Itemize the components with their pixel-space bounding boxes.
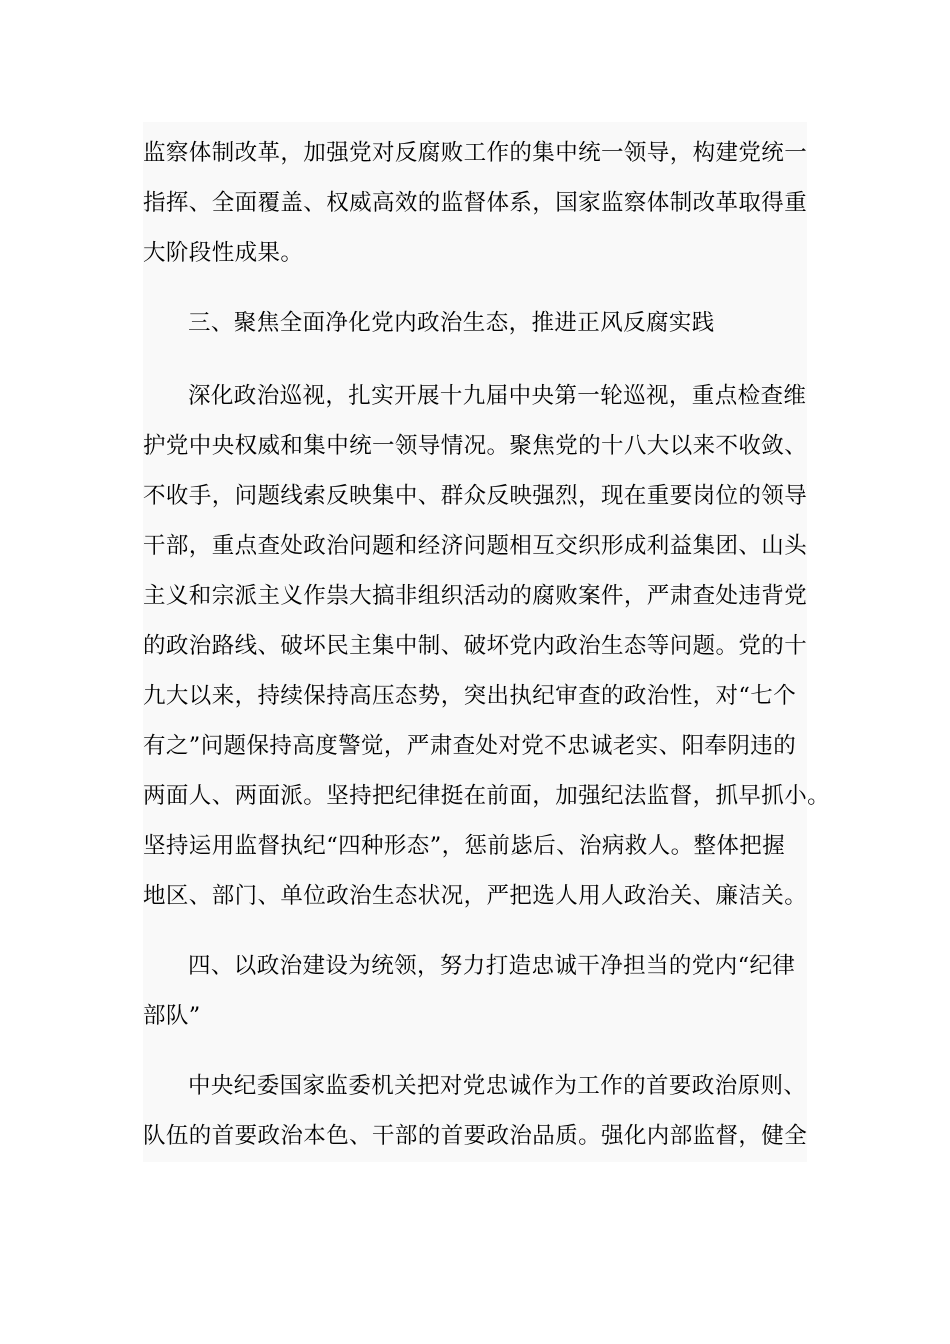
paragraph-line: 护党中央权威和集中统一领导情况。聚焦党的十八大以来不收敛、 [143,433,808,459]
paragraph-line: 九大以来，持续保持高压态势，突出执纪审查的政治性，对“七个 [143,683,797,709]
section-heading-4: 四、以政治建设为统领，努力打造忠诚干净担当的党内“纪律 [188,953,796,979]
section-heading-3: 三、聚焦全面净化党内政治生态，推进正风反腐实践 [188,310,715,336]
paragraph-line: 干部，重点查处政治问题和经济问题相互交织形成利益集团、山头 [143,533,808,559]
paragraph-line: 大阶段性成果。 [143,240,304,266]
paragraph-line: 有之”问题保持高度警觉，严肃查处对党不忠诚老实、阳奉阴违的 [143,733,797,759]
paragraph-line: 两面人、两面派。坚持把纪律挺在前面，加强纪法监督，抓早抓小。 [143,783,831,809]
paragraph-line: 地区、部门、单位政治生态状况，严把选人用人政治关、廉洁关。 [143,883,808,909]
paragraph-line: 队伍的首要政治本色、干部的首要政治品质。强化内部监督，健全 [143,1123,808,1149]
paragraph-line: 深化政治巡视，扎实开展十九届中央第一轮巡视，重点检查维 [188,383,807,409]
paragraph-line: 中央纪委国家监委机关把对党忠诚作为工作的首要政治原则、 [188,1073,807,1099]
paragraph-line: 不收手，问题线索反映集中、群众反映强烈，现在重要岗位的领导 [143,483,808,509]
paragraph-line: 主义和宗派主义作祟大搞非组织活动的腐败案件，严肃查处违背党 [143,583,808,609]
paragraph-line: 监察体制改革，加强党对反腐败工作的集中统一领导，构建党统一 [143,140,808,166]
paragraph-line: 坚持运用监督执纪“四种形态”，惩前毖后、治病救人。整体把握 [143,833,786,859]
paragraph-line: 指挥、全面覆盖、权威高效的监督体系，国家监察体制改革取得重 [143,190,808,216]
section-heading-4-continued: 部队” [143,1003,201,1029]
paragraph-line: 的政治路线、破坏民主集中制、破坏党内政治生态等问题。党的十 [143,633,808,659]
